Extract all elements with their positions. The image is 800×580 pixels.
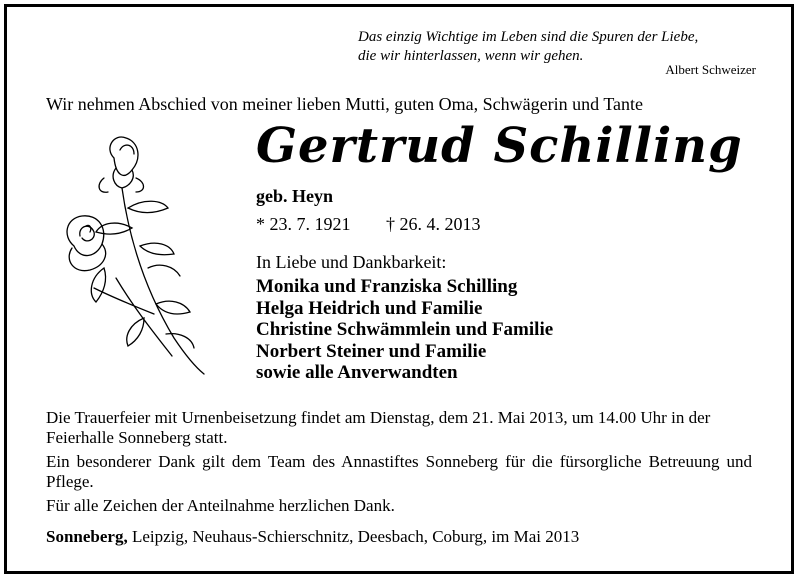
mourner-name: Christine Schwämmlein und Familie	[256, 319, 554, 340]
closing-city: Sonneberg,	[46, 527, 128, 546]
closing-line	[46, 527, 579, 547]
closing-places: Leipzig, Neuhaus-Schierschnitz, Deesbach, Coburg, im Mai 2013	[127, 527, 580, 546]
birth-date: * 23. 7. 1921	[256, 214, 351, 234]
quote-line-1: Das einzig Wichtige im Leben sind die Spuren der Liebe,	[358, 29, 699, 45]
quote	[358, 28, 758, 66]
mourner-name: Monika und Franziska Schilling	[256, 276, 518, 297]
ceremony-paragraph: Die Trauerfeier mit Urnenbeisetzung findet am Dienstag, dem 21. Mai 2013, um 14.00 Uhr in der Feierhalle Sonneberg statt.	[46, 408, 711, 447]
quote-line-2: die wir hinterlassen, wenn wir gehen.	[358, 48, 584, 64]
mourner-name: Helga Heidrich und Familie	[256, 297, 483, 319]
maiden-name: geb. Heyn	[256, 186, 334, 206]
special-thanks-paragraph: Ein besonderer Dank gilt dem Team des Annastiftes Sonneberg für die fürsorgliche Betreuung und Pflege.	[46, 452, 752, 491]
mourner-name: Norbert Steiner und Familie	[256, 340, 487, 362]
sympathy-paragraph: Für alle Zeichen der Anteilnahme herzlichen Dank.	[46, 496, 395, 515]
intro-text: Wir nehmen Abschied von meiner lieben Mutti, guten Oma, Schwägerin und Tante	[46, 94, 644, 114]
rose-illustration	[44, 128, 254, 378]
mourners-list	[256, 276, 553, 384]
deceased-name: Gertrud Schilling	[256, 118, 743, 174]
mourning-heading: In Liebe und Dankbarkeit:	[256, 252, 447, 272]
death-date: † 26. 4. 2013	[386, 214, 481, 234]
mourner-name: sowie alle Anverwandten	[256, 362, 458, 383]
quote-author: Albert Schweizer	[665, 62, 756, 77]
